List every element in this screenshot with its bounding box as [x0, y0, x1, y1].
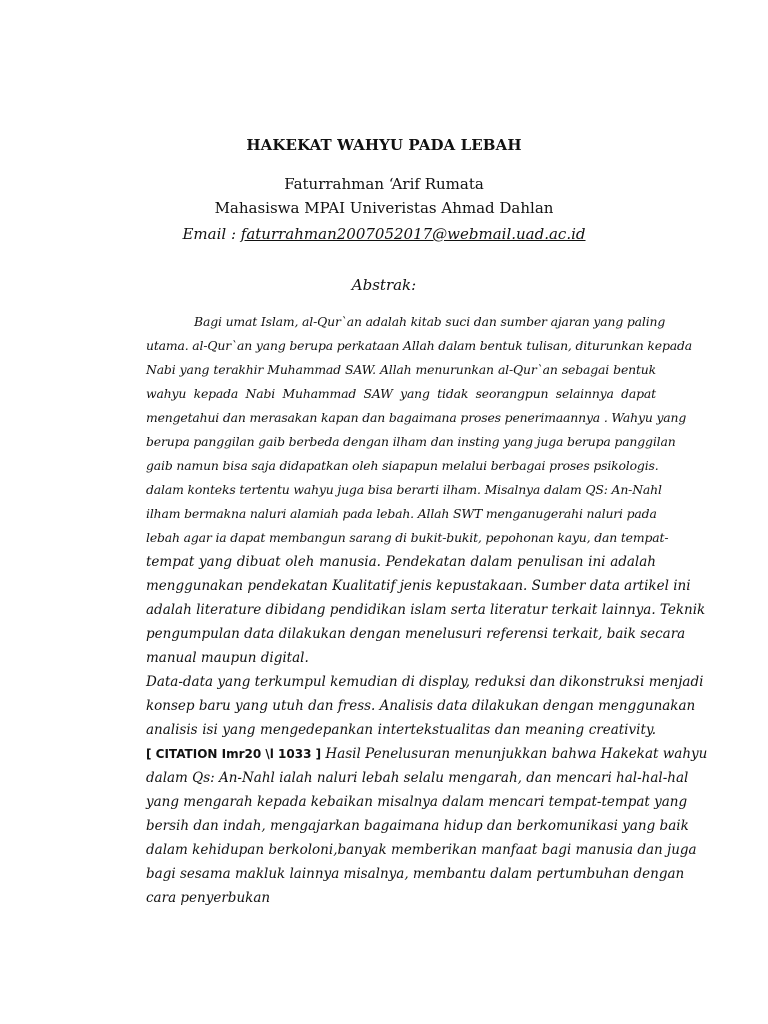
citation-line: [146, 742, 708, 766]
abstract-heading: Abstrak:: [351, 276, 417, 294]
abstract-line: analisis isi yang mengedepankan intertekstualitas dan meaning creativity.: [146, 722, 656, 738]
email-label: Email :: [182, 225, 241, 243]
abstract-line: Bagi umat Islam, al-Qur`an adalah kitab suci dan sumber ajaran yang paling: [194, 314, 666, 329]
author-affiliation: Mahasiswa MPAI Univeristas Ahmad Dahlan: [214, 199, 554, 217]
abstract-line: dalam kehidupan berkoloni,banyak memberikan manfaat bagi manusia dan juga: [146, 842, 697, 858]
abstract-line: mengetahui dan merasakan kapan dan bagaimana proses penerimaannya . Wahyu yang: [146, 410, 687, 425]
abstract-line: bersih dan indah, mengajarkan bagaimana hidup dan berkomunikasi yang baik: [146, 818, 689, 834]
abstract-line: bagi sesama makluk lainnya misalnya, membantu dalam pertumbuhan dengan: [146, 866, 685, 882]
abstract-line: tempat yang dibuat oleh manusia. Pendekatan dalam penulisan ini adalah: [146, 554, 656, 570]
abstract-line: dalam konteks tertentu wahyu juga bisa berarti ilham. Misalnya dalam QS: An-Nahl: [146, 482, 662, 497]
email-link[interactable]: faturrahman2007052017@webmail.uad.ac.id: [240, 225, 586, 243]
abstract-line: manual maupun digital.: [146, 650, 309, 666]
abstract-line: Nabi yang terakhir Muhammad SAW. Allah menurunkan al-Qur`an sebagai bentuk: [146, 362, 656, 377]
citation-field: [ CITATION Imr20 \l 1033 ]: [146, 747, 322, 761]
abstract-line: berupa panggilan gaib berbeda dengan ilham dan insting yang juga berupa panggilan: [146, 434, 676, 449]
citation-line-text: Hasil Penelusuran menunjukkan bahwa Hakekat wahyu: [321, 746, 708, 762]
abstract-line: yang mengarah kepada kebaikan misalnya dalam mencari tempat-tempat yang: [146, 794, 688, 810]
abstract-line: ilham bermakna naluri alamiah pada lebah. Allah SWT menganugerahi naluri pada: [146, 506, 657, 521]
abstract-line: konsep baru yang utuh dan fress. Analisis data dilakukan dengan menggunakan: [146, 698, 696, 714]
abstract-line: lebah agar ia dapat membangun sarang di bukit-bukit, pepohonan kayu, dan tempat-: [146, 530, 669, 545]
abstract-line: menggunakan pendekatan Kualitatif jenis kepustakaan. Sumber data artikel ini: [146, 578, 691, 594]
abstract-body: [146, 310, 708, 910]
abstract-line: adalah literature dibidang pendidikan islam serta literatur terkait lainnya. Teknik: [146, 602, 706, 618]
abstract-line: utama. al-Qur`an yang berupa perkataan Allah dalam bentuk tulisan, diturunkan kepada: [146, 338, 692, 353]
author-name: Faturrahman ‘Arif Rumata: [284, 175, 484, 193]
abstract-line: gaib namun bisa saja didapatkan oleh siapapun melalui berbagai proses psikologis.: [146, 458, 659, 473]
abstract-line: wahyu kepada Nabi Muhammad SAW yang tidak seorangpun selainnya dapat: [146, 386, 656, 401]
abstract-line: Data-data yang terkumpul kemudian di display, reduksi dan dikonstruksi menjadi: [146, 674, 704, 690]
abstract-line: cara penyerbukan: [146, 890, 271, 906]
email-line: [0, 225, 768, 243]
abstract-line: pengumpulan data dilakukan dengan menelusuri referensi terkait, baik secara: [146, 626, 686, 642]
abstract-line: dalam Qs: An-Nahl ialah naluri lebah selalu mengarah, dan mencari hal-hal-hal: [146, 770, 689, 786]
paper-title: HAKEKAT WAHYU PADA LEBAH: [246, 136, 522, 154]
